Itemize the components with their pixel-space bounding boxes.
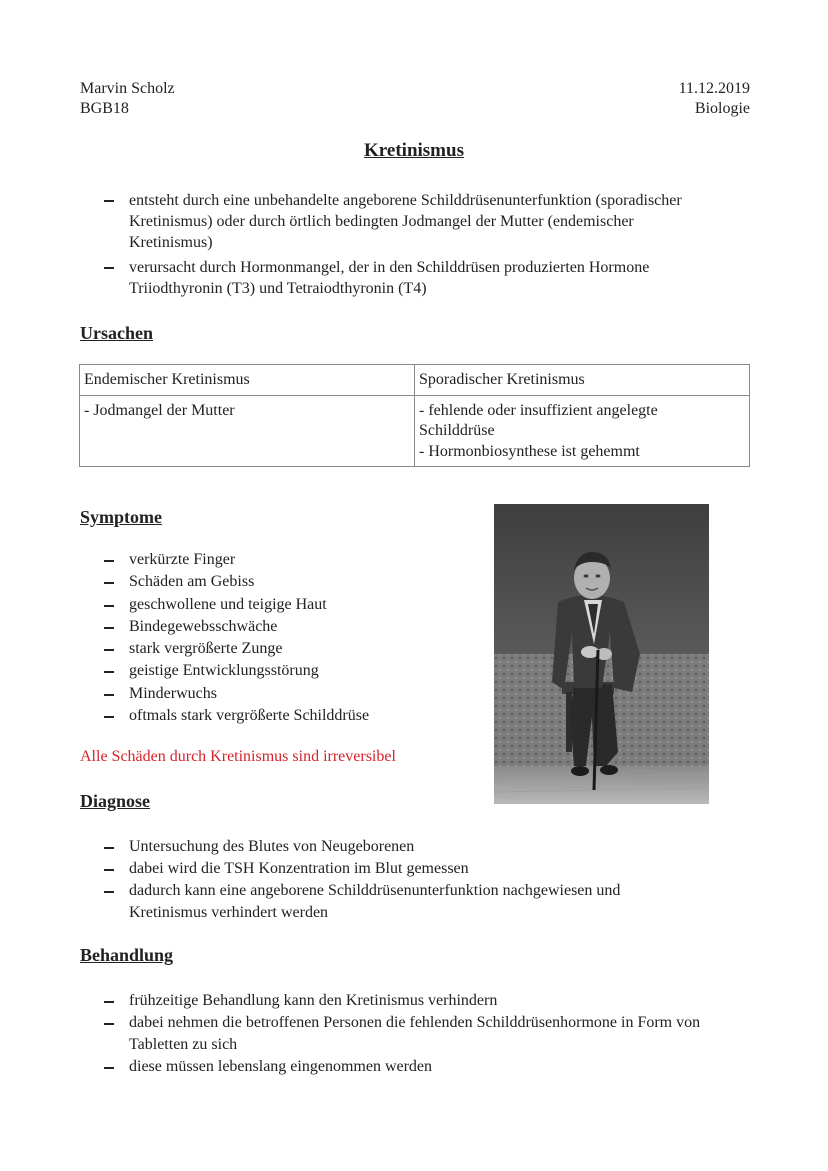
dash-bullet <box>104 1067 114 1069</box>
dash-bullet <box>104 200 114 202</box>
list-item: geistige Entwicklungsstörung <box>0 660 420 682</box>
dash-bullet <box>104 582 114 584</box>
dash-bullet <box>104 671 114 673</box>
dash-bullet <box>104 869 114 871</box>
list-item: Bindegewebsschwäche <box>0 616 420 638</box>
intro-list <box>0 190 740 303</box>
table-cell: - Jodmangel der Mutter <box>80 395 415 467</box>
list-item: diese müssen lebenslang eingenommen werden <box>0 1056 752 1078</box>
table-header-row <box>80 365 750 396</box>
list-item: dabei nehmen die betroffenen Personen die fehlenden Schilddrüsenhormone in Form von Tabletten zu sich <box>0 1012 752 1056</box>
ursachen-table <box>79 364 750 467</box>
list-item: dadurch kann eine angeborene Schilddrüsenunterfunktion nachgewiesen und Kretinismus verhindert werden <box>0 880 694 924</box>
author-name: Marvin Scholz <box>80 80 175 97</box>
section-heading-symptome: Symptome <box>80 507 162 527</box>
list-item: Schäden am Gebiss <box>0 571 420 593</box>
list-item: frühzeitige Behandlung kann den Kretinismus verhindern <box>0 990 752 1012</box>
table-header-cell: Sporadischer Kretinismus <box>415 365 750 396</box>
list-item: oftmals stark vergrößerte Schilddrüse <box>0 705 420 727</box>
subject: Biologie <box>694 100 750 117</box>
date-block <box>679 79 750 119</box>
list-item: Untersuchung des Blutes von Neugeborenen <box>0 836 720 858</box>
list-item: geschwollene und teigige Haut <box>0 594 420 616</box>
dash-bullet <box>104 605 114 607</box>
date: 11.12.2019 <box>678 80 750 97</box>
list-item: stark vergrößerte Zunge <box>0 638 420 660</box>
list-item: Minderwuchs <box>0 683 420 705</box>
class-name: BGB18 <box>80 100 129 117</box>
dash-bullet <box>104 694 114 696</box>
dash-bullet <box>104 847 114 849</box>
symptome-list <box>0 549 420 727</box>
list-item: verursacht durch Hormonmangel, der in den Schilddrüsen produzierten Hormone Triiodthyronin (T3) und Tetraiodthyronin (T4) <box>0 257 729 299</box>
section-heading-behandlung: Behandlung <box>80 945 174 965</box>
behandlung-list <box>0 990 752 1078</box>
table-row <box>80 395 750 467</box>
dash-bullet <box>104 716 114 718</box>
dash-bullet <box>104 649 114 651</box>
author-block <box>80 79 175 119</box>
dash-bullet <box>104 627 114 629</box>
diagnose-list <box>0 836 720 924</box>
dash-bullet <box>104 891 114 893</box>
historic-photo <box>494 504 709 804</box>
table-cell: - fehlende oder insuffizient angelegte Schilddrüse - Hormonbiosynthese ist gehemmt <box>415 395 750 467</box>
dash-bullet <box>104 1001 114 1003</box>
dash-bullet <box>104 1023 114 1025</box>
list-item: dabei wird die TSH Konzentration im Blut gemessen <box>0 858 720 880</box>
table-header-cell: Endemischer Kretinismus <box>80 365 415 396</box>
list-item: verkürzte Finger <box>0 549 420 571</box>
page-title: Kretinismus <box>364 140 464 161</box>
section-heading-ursachen: Ursachen <box>80 323 153 343</box>
dash-bullet <box>104 267 114 269</box>
warning-note: Alle Schäden durch Kretinismus sind irreversibel <box>80 748 396 765</box>
dash-bullet <box>104 560 114 562</box>
list-item: entsteht durch eine unbehandelte angeborene Schilddrüsenunterfunktion (sporadischer Kretinismus) oder durch örtlich bedingten Jodmangel der Mutter (endemischer Kretinismus) <box>0 190 700 253</box>
section-heading-diagnose: Diagnose <box>80 791 151 811</box>
seated-man-icon <box>494 504 709 804</box>
